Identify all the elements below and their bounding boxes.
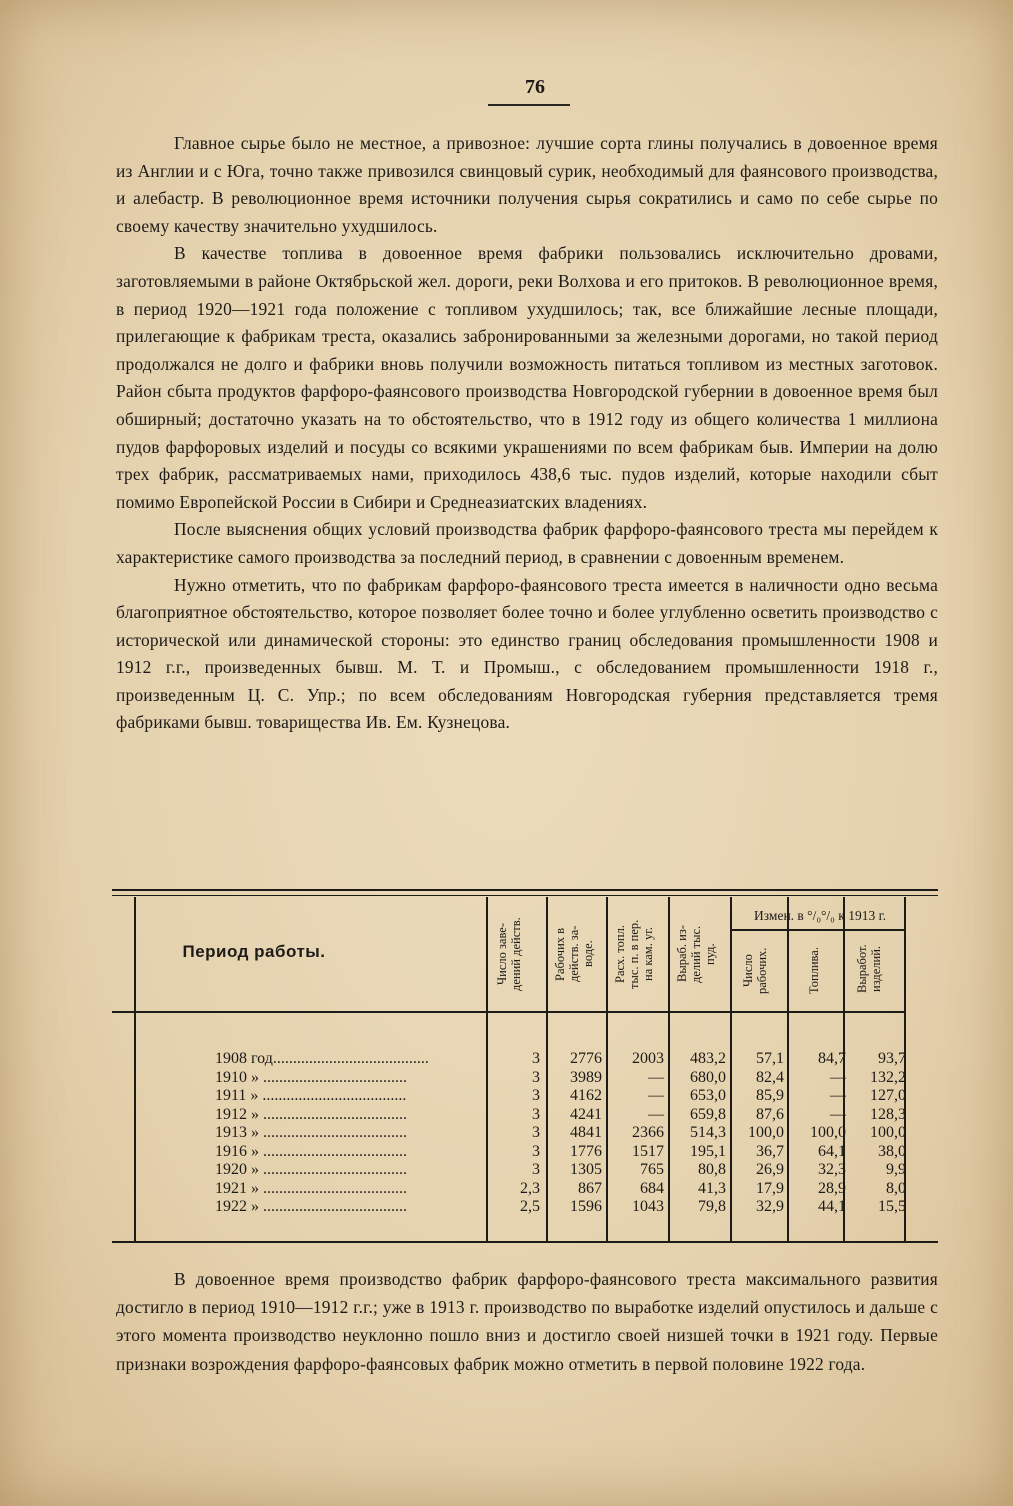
table-cell: 483,2	[690, 1050, 726, 1067]
col-header-change-output: Выработ. изделий.	[855, 944, 883, 994]
row-label: 1910 » ....................................	[215, 1068, 407, 1086]
row-label: 1922 » ....................................	[215, 1198, 407, 1215]
table-cell: 2366	[632, 1124, 664, 1141]
table-cell: 3	[532, 1161, 540, 1178]
table-cell: 3	[532, 1050, 540, 1067]
col-header-establishments: Число заве- дений действ.	[495, 917, 523, 991]
table-cell: 87,6	[756, 1105, 784, 1123]
table-cell: 195,1	[690, 1142, 726, 1160]
row-label: 1920 » ....................................	[215, 1161, 407, 1178]
table-cell: 80,8	[698, 1161, 726, 1178]
table-cell: 3	[532, 1124, 540, 1141]
table-top-rule-thin	[112, 895, 938, 896]
table-cell: 1305	[570, 1161, 602, 1178]
change-header: Измен. в °/₀°/₀ к 1913 г.	[754, 908, 886, 923]
table-cell: —	[830, 1105, 846, 1123]
table-cell: 1043	[632, 1198, 664, 1215]
table-cell: 17,9	[756, 1179, 784, 1197]
table-cell: 4241	[570, 1105, 602, 1123]
table-cell: 84,7	[818, 1050, 846, 1067]
col-header-workers: Рабочих в действ. за- воде.	[553, 925, 595, 983]
table-cell: 4162	[570, 1087, 602, 1104]
table-cell: 1517	[632, 1142, 664, 1160]
table-cell: 3	[532, 1142, 540, 1160]
page-number: 76	[525, 76, 545, 98]
table-cell: 3	[532, 1087, 540, 1104]
table-cell: 653,0	[690, 1087, 726, 1104]
row-label: 1911 » ....................................	[215, 1087, 407, 1104]
paragraph: После выяснения общих условий производства фабрик фарфоро-фаянсового треста мы перейдем к характеристике самого производства за последний период, в сравнении с довоенным временем.	[116, 519, 938, 567]
table-cell: 684	[640, 1179, 664, 1197]
table-cell: 79,8	[698, 1198, 726, 1215]
table-cell: 1596	[570, 1198, 602, 1215]
row-label: 1921 » ....................................	[215, 1179, 407, 1197]
table-cell: 38,0	[878, 1142, 906, 1160]
table-cell: —	[830, 1068, 846, 1086]
table-cell: 867	[578, 1179, 602, 1197]
table-cell: 44,1	[818, 1198, 846, 1215]
table-cell: 28,9	[818, 1179, 846, 1197]
table-cell: 57,1	[756, 1050, 784, 1067]
table-cell: 132,2	[870, 1068, 906, 1086]
table-cell: 3989	[570, 1068, 602, 1086]
table-cell: —	[648, 1087, 664, 1104]
table-cell: 100,0	[870, 1124, 906, 1141]
col-header-fuel: Расх. топл. тыс. п. в пер. на кам. уг.	[613, 919, 655, 989]
table-cell: 9,9	[886, 1161, 906, 1178]
table-cell: 32,9	[756, 1198, 784, 1215]
table-cell: 93,7	[878, 1050, 906, 1067]
table-cell: —	[830, 1087, 846, 1104]
table-cell: 100,0	[810, 1124, 846, 1141]
table-cell: 85,9	[756, 1087, 784, 1104]
table-cell: 100,0	[748, 1124, 784, 1141]
table-cell: 1776	[570, 1142, 602, 1160]
col-header-output: Выраб. из- делий тыс. пуд.	[675, 925, 717, 983]
table-cell: 3	[532, 1068, 540, 1086]
table-cell: 765	[640, 1161, 664, 1178]
paragraph: В качестве топлива в довоенное время фабрики пользовались исключительно дровами, заготовляемыми в районе Октябрьской жел. дороги, реки Волхова и его притоков. В революционное время, в период 1920—1921 года положение с топливом ухудшилось; так, все ближайшие лесные площади, прилегающие к фабрикам треста, оказались забронированными за железными дорогами, но такой период продолжался не долго и фабрики вновь получили возможность питаться топливом из местных заготовок. Район сбыта продуктов фарфоро-фаянсового производства Новгородской губернии в довоенное время был обширный; достаточно указать на то обстоятельство, что в 1912 году из общего количества 1 миллиона пудов фарфоровых изделий и посуды со всякими украшениями по всем фабрикам быв. Империи на долю трех фабрик, рассматриваемых нами, приходилось 438,6 тыс. пудов изделий, которые находили сбыт помимо Европейской России в Сибири и Среднеазиатских владениях.	[116, 243, 938, 512]
body-text	[116, 130, 938, 737]
table-cell: 36,7	[756, 1142, 784, 1160]
table-cell: 2003	[632, 1050, 664, 1067]
closing-text	[116, 1265, 938, 1378]
table-cell: 32,3	[818, 1161, 846, 1178]
col-header-change-workers: Число рабочих.	[741, 947, 769, 995]
table-cell: 3	[532, 1105, 540, 1123]
col-header-change-fuel: Топлива.	[807, 947, 821, 995]
table-cell: 82,4	[756, 1068, 784, 1086]
paragraph: Нужно отметить, что по фабрикам фарфоро-фаянсового треста имеется в наличности одно весьма благоприятное обстоятельство, которое позволяет более точно и более углубленно осветить производство с исторической или динамической стороны: это единство границ обследования промышленности 1908 и 1912 г.г., произведенных бывш. М. Т. и Промыш., с обследованием промышленности 1918 г., произведенным Ц. С. Упр.; по всем обследованиям Новгородская губерния представляется тремя фабриками бывш. товарищества Ив. Ем. Кузнецова.	[116, 574, 938, 733]
table-cell: 680,0	[690, 1068, 726, 1086]
row-label: 1916 » ....................................	[215, 1142, 407, 1160]
row-label: 1913 » ....................................	[215, 1124, 407, 1141]
paragraph: Главное сырье было не местное, а привозное: лучшие сорта глины получались в довоенное время из Англии и с Юга, точно также привозился свинцовый сурик, необходимый для фаянсового производства, и алебастр. В революционное время источники получения сырья сократились и само по себе сырье по своему качеству значительно ухудшилось.	[116, 133, 938, 236]
table-cell: 15,5	[878, 1198, 906, 1215]
table-cell: 514,3	[690, 1124, 726, 1141]
table-cell: 4841	[570, 1124, 602, 1141]
table-cell: —	[648, 1105, 664, 1123]
table-top-rule	[112, 889, 938, 891]
table-cell: —	[648, 1068, 664, 1086]
table-cell: 128,3	[870, 1105, 906, 1123]
period-header: Период работы.	[182, 942, 326, 961]
table-cell: 64,1	[818, 1142, 846, 1160]
table-bottom-rule	[112, 1241, 938, 1243]
table-cell: 8,0	[886, 1179, 906, 1197]
row-label: 1912 » ....................................	[215, 1105, 407, 1123]
row-label: 1908 год.......................................	[215, 1050, 429, 1067]
table-header-rule	[112, 1011, 904, 1013]
change-header-rule	[730, 929, 904, 931]
table-cell: 26,9	[756, 1161, 784, 1178]
table-cell: 659,8	[690, 1105, 726, 1123]
table-cell: 127,0	[870, 1087, 906, 1104]
table-cell: 2,3	[520, 1179, 540, 1197]
table-cell: 2,5	[520, 1198, 540, 1215]
page-number-underline	[488, 104, 570, 106]
table-cell: 2776	[570, 1050, 602, 1067]
table-cell: 41,3	[698, 1179, 726, 1197]
paragraph: В довоенное время производство фабрик фарфоро-фаянсового треста максимального развития достигло в период 1910—1912 г.г.; уже в 1913 г. производство по выработке изделий опустилось и дальше с этого момента производство неуклонно пошло вниз и достигло своей низшей точки в 1921 году. Первые признаки возрождения фарфоро-фаянсовых фабрик можно отметить в первой половине 1922 года.	[116, 1269, 938, 1374]
